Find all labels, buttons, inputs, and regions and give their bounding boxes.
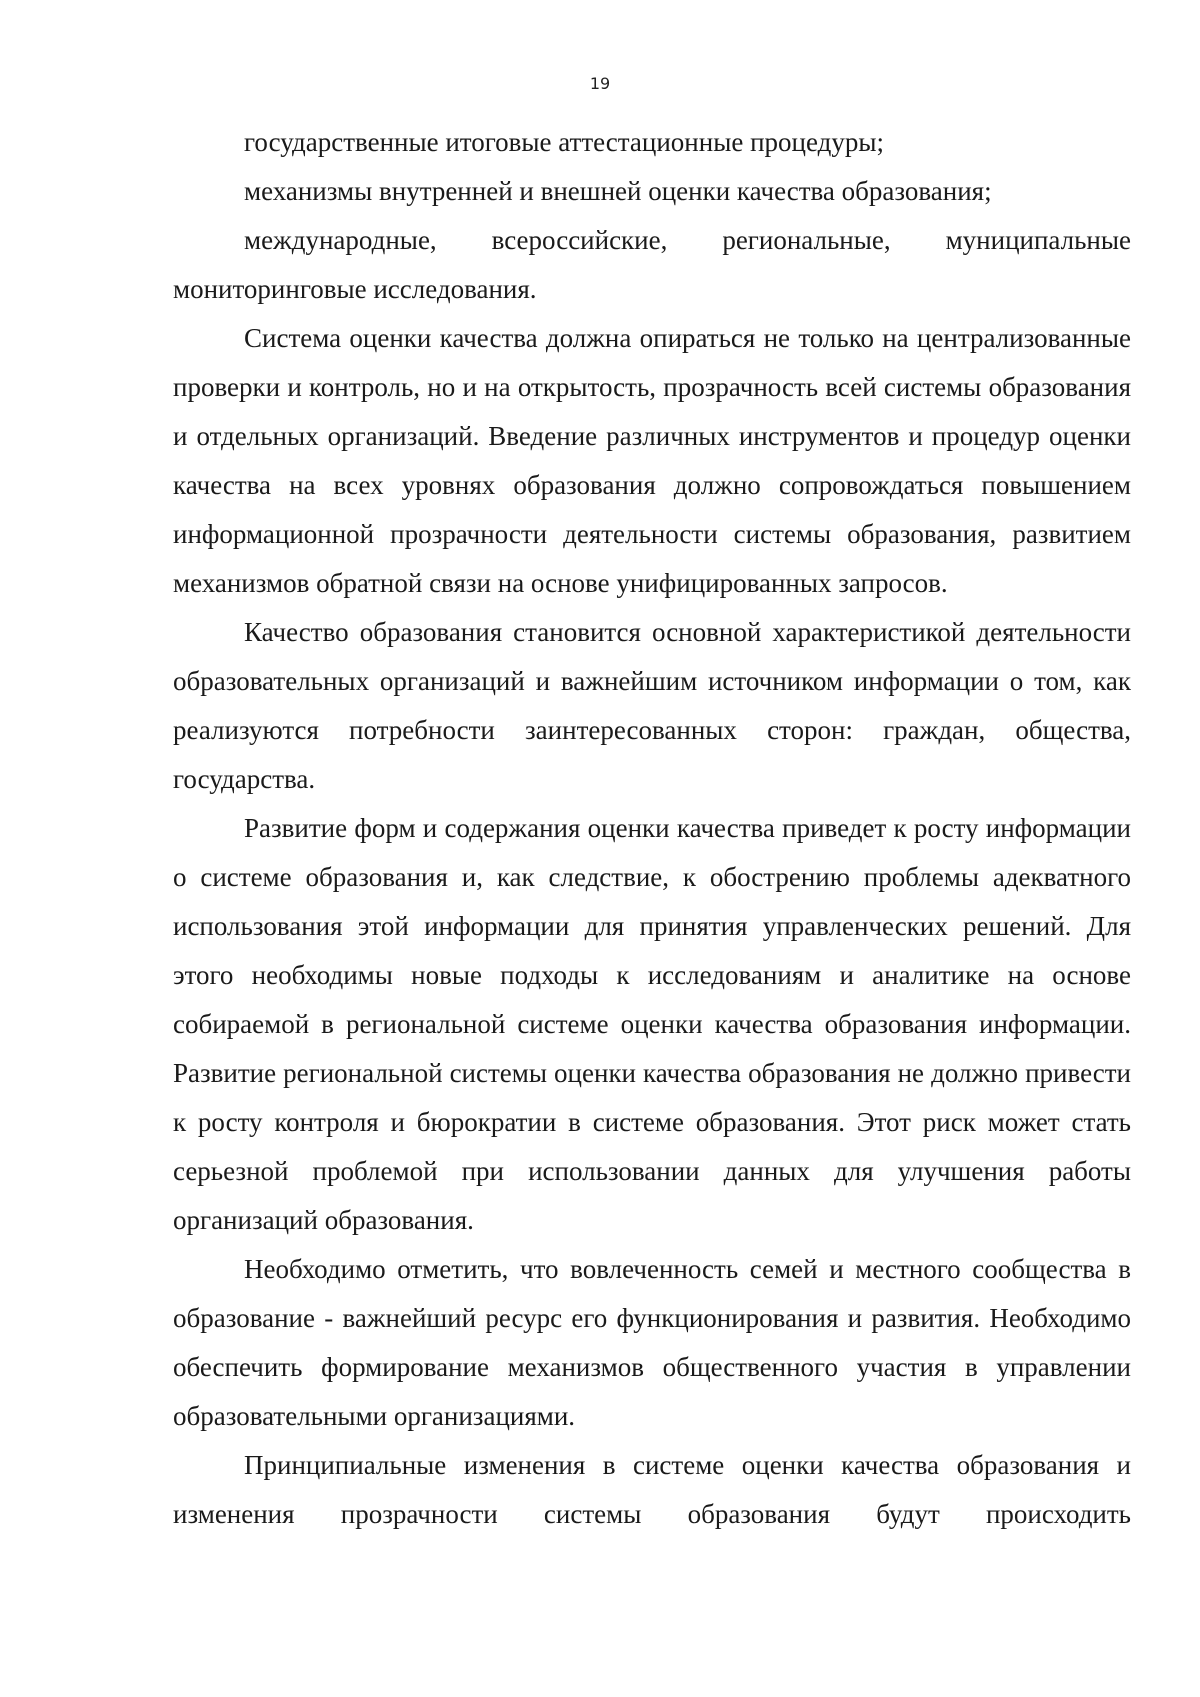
paragraph-1: государственные итоговые аттестационные процедуры; [244, 127, 884, 157]
body-text [173, 118, 1131, 1539]
paragraph-8: Принципиальные изменения в системе оценки качества образования и изменения прозрачности системы образования будут происходить [173, 1450, 1131, 1529]
paragraph-6: Развитие форм и содержания оценки качества приведет к росту информации о системе образования и, как следствие, к обострению проблемы адекватного использования этой информации для принятия управленческих решений. Для этого необходимы новые подходы к исследованиям и аналитике на основе собираемой в региональной системе оценки качества образования информации. Развитие региональной системы оценки качества образования не должно привести к росту контроля и бюрократии в системе образования. Этот риск может стать серьезной проблемой при использовании данных для улучшения работы организаций образования. [173, 813, 1131, 1235]
page-number: 19 [589, 74, 611, 93]
paragraph-5: Качество образования становится основной характеристикой деятельности образовательных организаций и важнейшим источником информации о том, как реализуются потребности заинтересованных сторон: граждан, общества, государства. [173, 617, 1131, 794]
paragraph-2: механизмы внутренней и внешней оценки качества образования; [244, 176, 992, 206]
paragraph-3: международные, всероссийские, региональные, муниципальные мониторинговые исследования. [173, 225, 1131, 304]
paragraph-4: Система оценки качества должна опираться не только на централизованные проверки и контроль, но и на открытость, прозрачность всей системы образования и отдельных организаций. Введение различных инструментов и процедур оценки качества на всех уровнях образования должно сопровождаться повышением информационной прозрачности деятельности системы образования, развитием механизмов обратной связи на основе унифицированных запросов. [173, 323, 1131, 598]
paragraph-7: Необходимо отметить, что вовлеченность семей и местного сообщества в образование - важнейший ресурс его функционирования и развития. Необходимо обеспечить формирование механизмов общественного участия в управлении образовательными организациями. [173, 1254, 1131, 1431]
